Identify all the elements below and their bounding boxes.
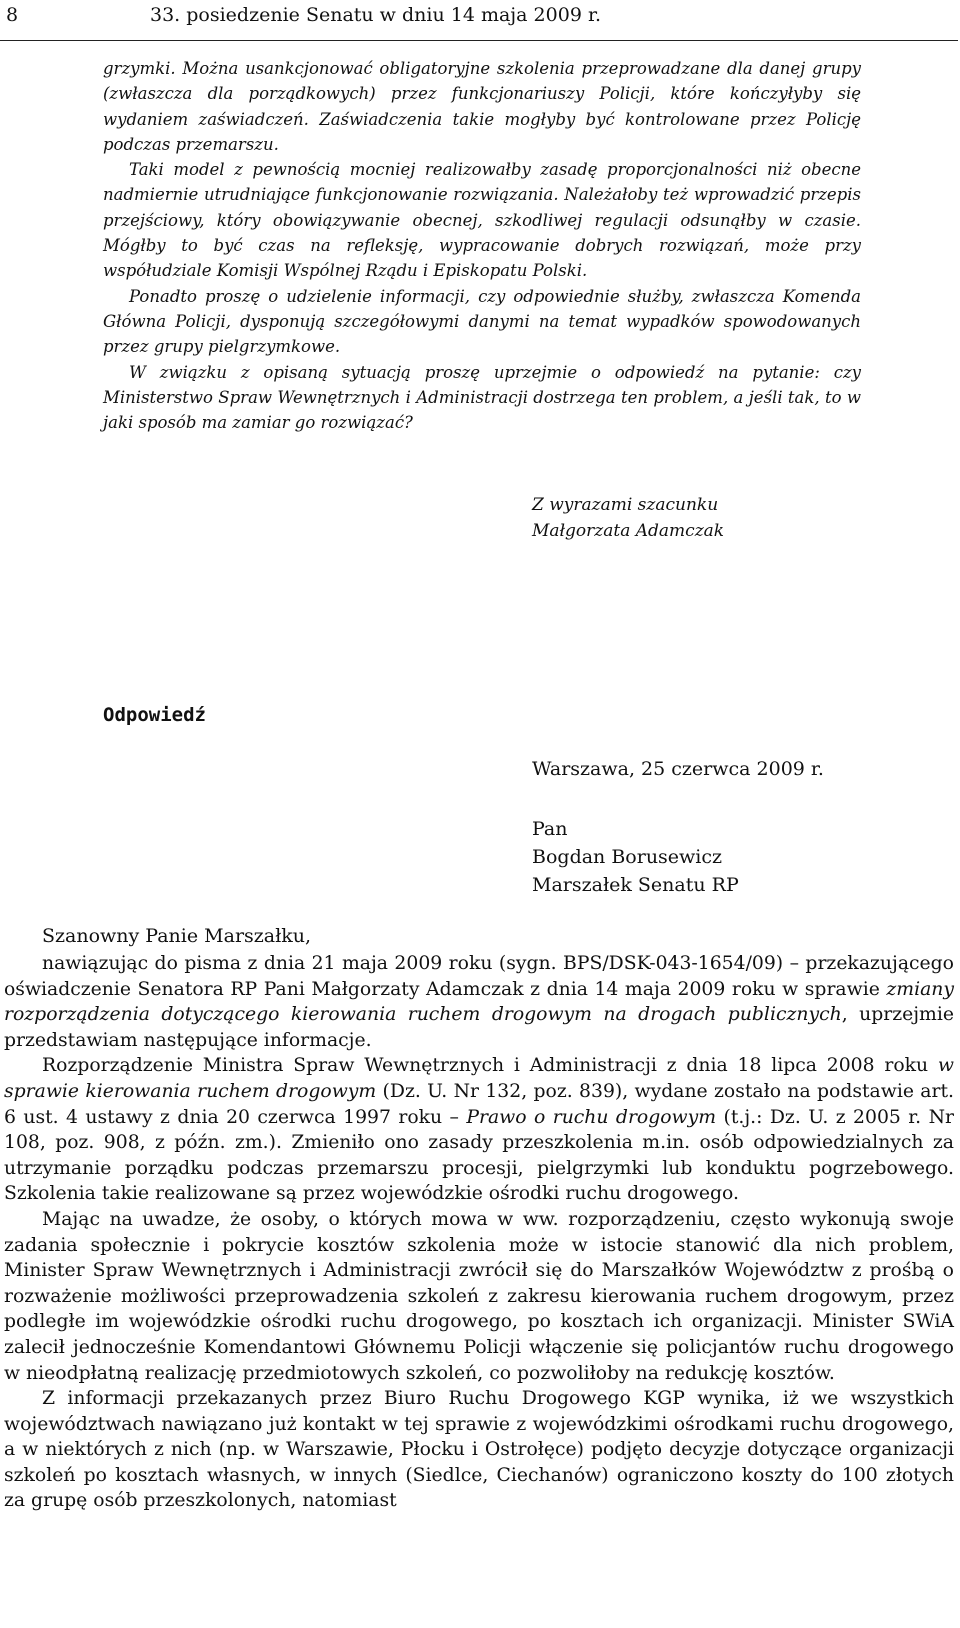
page-number: 8 bbox=[6, 4, 19, 26]
answer-date: Warszawa, 25 czerwca 2009 r. bbox=[532, 758, 824, 780]
statement-paragraph: W związku z opisaną sytuacją proszę uprzejmie o odpowiedź na pytanie: czy Ministerstwo Spraw Wewnętrznych i Administracji dostrzega ten problem, a jeśli tak, to w jaki sposób ma zamiar go rozwiązać? bbox=[103, 362, 861, 433]
answer-paragraph: Z informacji przekazanych przez Biuro Ruchu Drogowego KGP wynika, iż we wszystkich województwach nawiązano już kontakt w tej sprawie z wojewódzkimi ośrodkami ruchu drogowego, a w niektórych z nich (np. w Warszawie, Płocku i Ostrołęce) podjęto decyzje dotyczące organizacji szkoleń po kosztach własnych, w innych (Siedlce, Ciechanów) ograniczono koszty do 100 złotych za grupę osób przeszkolonych, natomiast bbox=[4, 1388, 954, 1512]
addressee-line: Pan bbox=[532, 818, 568, 840]
answer-body bbox=[4, 951, 954, 1514]
addressee-line: Marszałek Senatu RP bbox=[532, 874, 739, 896]
statement-signature-block bbox=[532, 492, 724, 544]
senator-statement bbox=[103, 56, 861, 435]
answer-heading: Odpowiedź bbox=[103, 704, 206, 726]
running-header bbox=[0, 0, 958, 41]
closing-phrase: Z wyrazami szacunku bbox=[532, 495, 719, 515]
answer-paragraph: Mając na uwadze, że osoby, o których mowa w ww. rozporządzeniu, często wykonują swoje zadania społecznie i pokrycie kosztów szkolenia może w istocie stanowić dla nich problem, Minister Spraw Wewnętrznych i Administracji zwrócił się do Marszałków Województw z prośbą o rozważenie możliwości przeprowadzenia szkoleń z zakresu kierowania ruchem drogowym, przez podległe im wojewódzkie ośrodki ruchu drogowego, po kosztach ich organizacji. Minister SWiA zalecił jednocześnie Komendantowi Głównemu Policji włączenie się policjantów ruchu drogowego w nieodpłatną realizację przedmiotowych szkoleń, co pozwoliłoby na redukcję kosztów. bbox=[4, 1208, 954, 1384]
answer-paragraph: nawiązując do pisma z dnia 21 maja 2009 roku (sygn. BPS/DSK-043-1654/09) – przekazującego oświadczenie Senatora RP Pani Małgorzaty Adamczak z dnia 14 maja 2009 roku w sprawie zmiany rozporządzenia dotyczącego kierowania ruchem drogowym na drogach publicznych, uprzejmie przedstawiam następujące informacje. bbox=[4, 953, 954, 1051]
answer-paragraph: Rozporządzenie Ministra Spraw Wewnętrznych i Administracji z dnia 18 lipca 2008 roku w sprawie kierowania ruchem drogowym (Dz. U. Nr 132, poz. 839), wydane zostało na podstawie art. 6 ust. 4 ustawy z dnia 20 czerwca 1997 roku – Prawo o ruchu drogowym (t.j.: Dz. U. z 2005 r. Nr 108, poz. 908, z późn. zm.). Zmieniło ono zasady przeszkolenia m.in. osób odpowiedzialnych za utrzymanie porządku podczas przemarszu procesji, pielgrzymki lub konduktu pogrzebowego. Szkolenia takie realizowane są przez wojewódzkie ośrodki ruchu drogowego. bbox=[4, 1055, 954, 1205]
statement-paragraph: Ponadto proszę o udzielenie informacji, czy odpowiednie służby, zwłaszcza Komenda Główna Policji, dysponują szczegółowymi danymi na temat wypadków spowodowanych przez grupy pielgrzymkowe. bbox=[103, 286, 861, 357]
statement-paragraph: Taki model z pewnością mocniej realizowałby zasadę proporcjonalności niż obecne nadmiernie utrudniające funkcjonowanie rozwiązania. Należałoby też wprowadzić przepis przejściowy, który obowiązywanie obecnej, szkodliwej regulacji odsunąłby w czasie. Mógłby to być czas na refleksję, wypracowanie dobrych rozwiązań, może przy współudziale Komisji Wspólnej Rządu i Episkopatu Polski. bbox=[103, 160, 861, 281]
addressee-block bbox=[532, 815, 739, 899]
statement-paragraph: grzymki. Można usankcjonować obligatoryjne szkolenia przeprowadzane dla danej grupy (zwłaszcza dla porządkowych) przez funkcjonariuszy Policji, które kończyłyby się wydaniem zaświadczeń. Zaświadczenia takie mogłyby być kontrolowane przez Policję podczas przemarszu. bbox=[103, 59, 861, 154]
salutation: Szanowny Panie Marszałku, bbox=[42, 925, 312, 947]
signatory-name: Małgorzata Adamczak bbox=[532, 521, 725, 541]
addressee-line: Bogdan Borusewicz bbox=[532, 846, 723, 868]
header-title: 33. posiedzenie Senatu w dniu 14 maja 2009 r. bbox=[150, 4, 601, 26]
